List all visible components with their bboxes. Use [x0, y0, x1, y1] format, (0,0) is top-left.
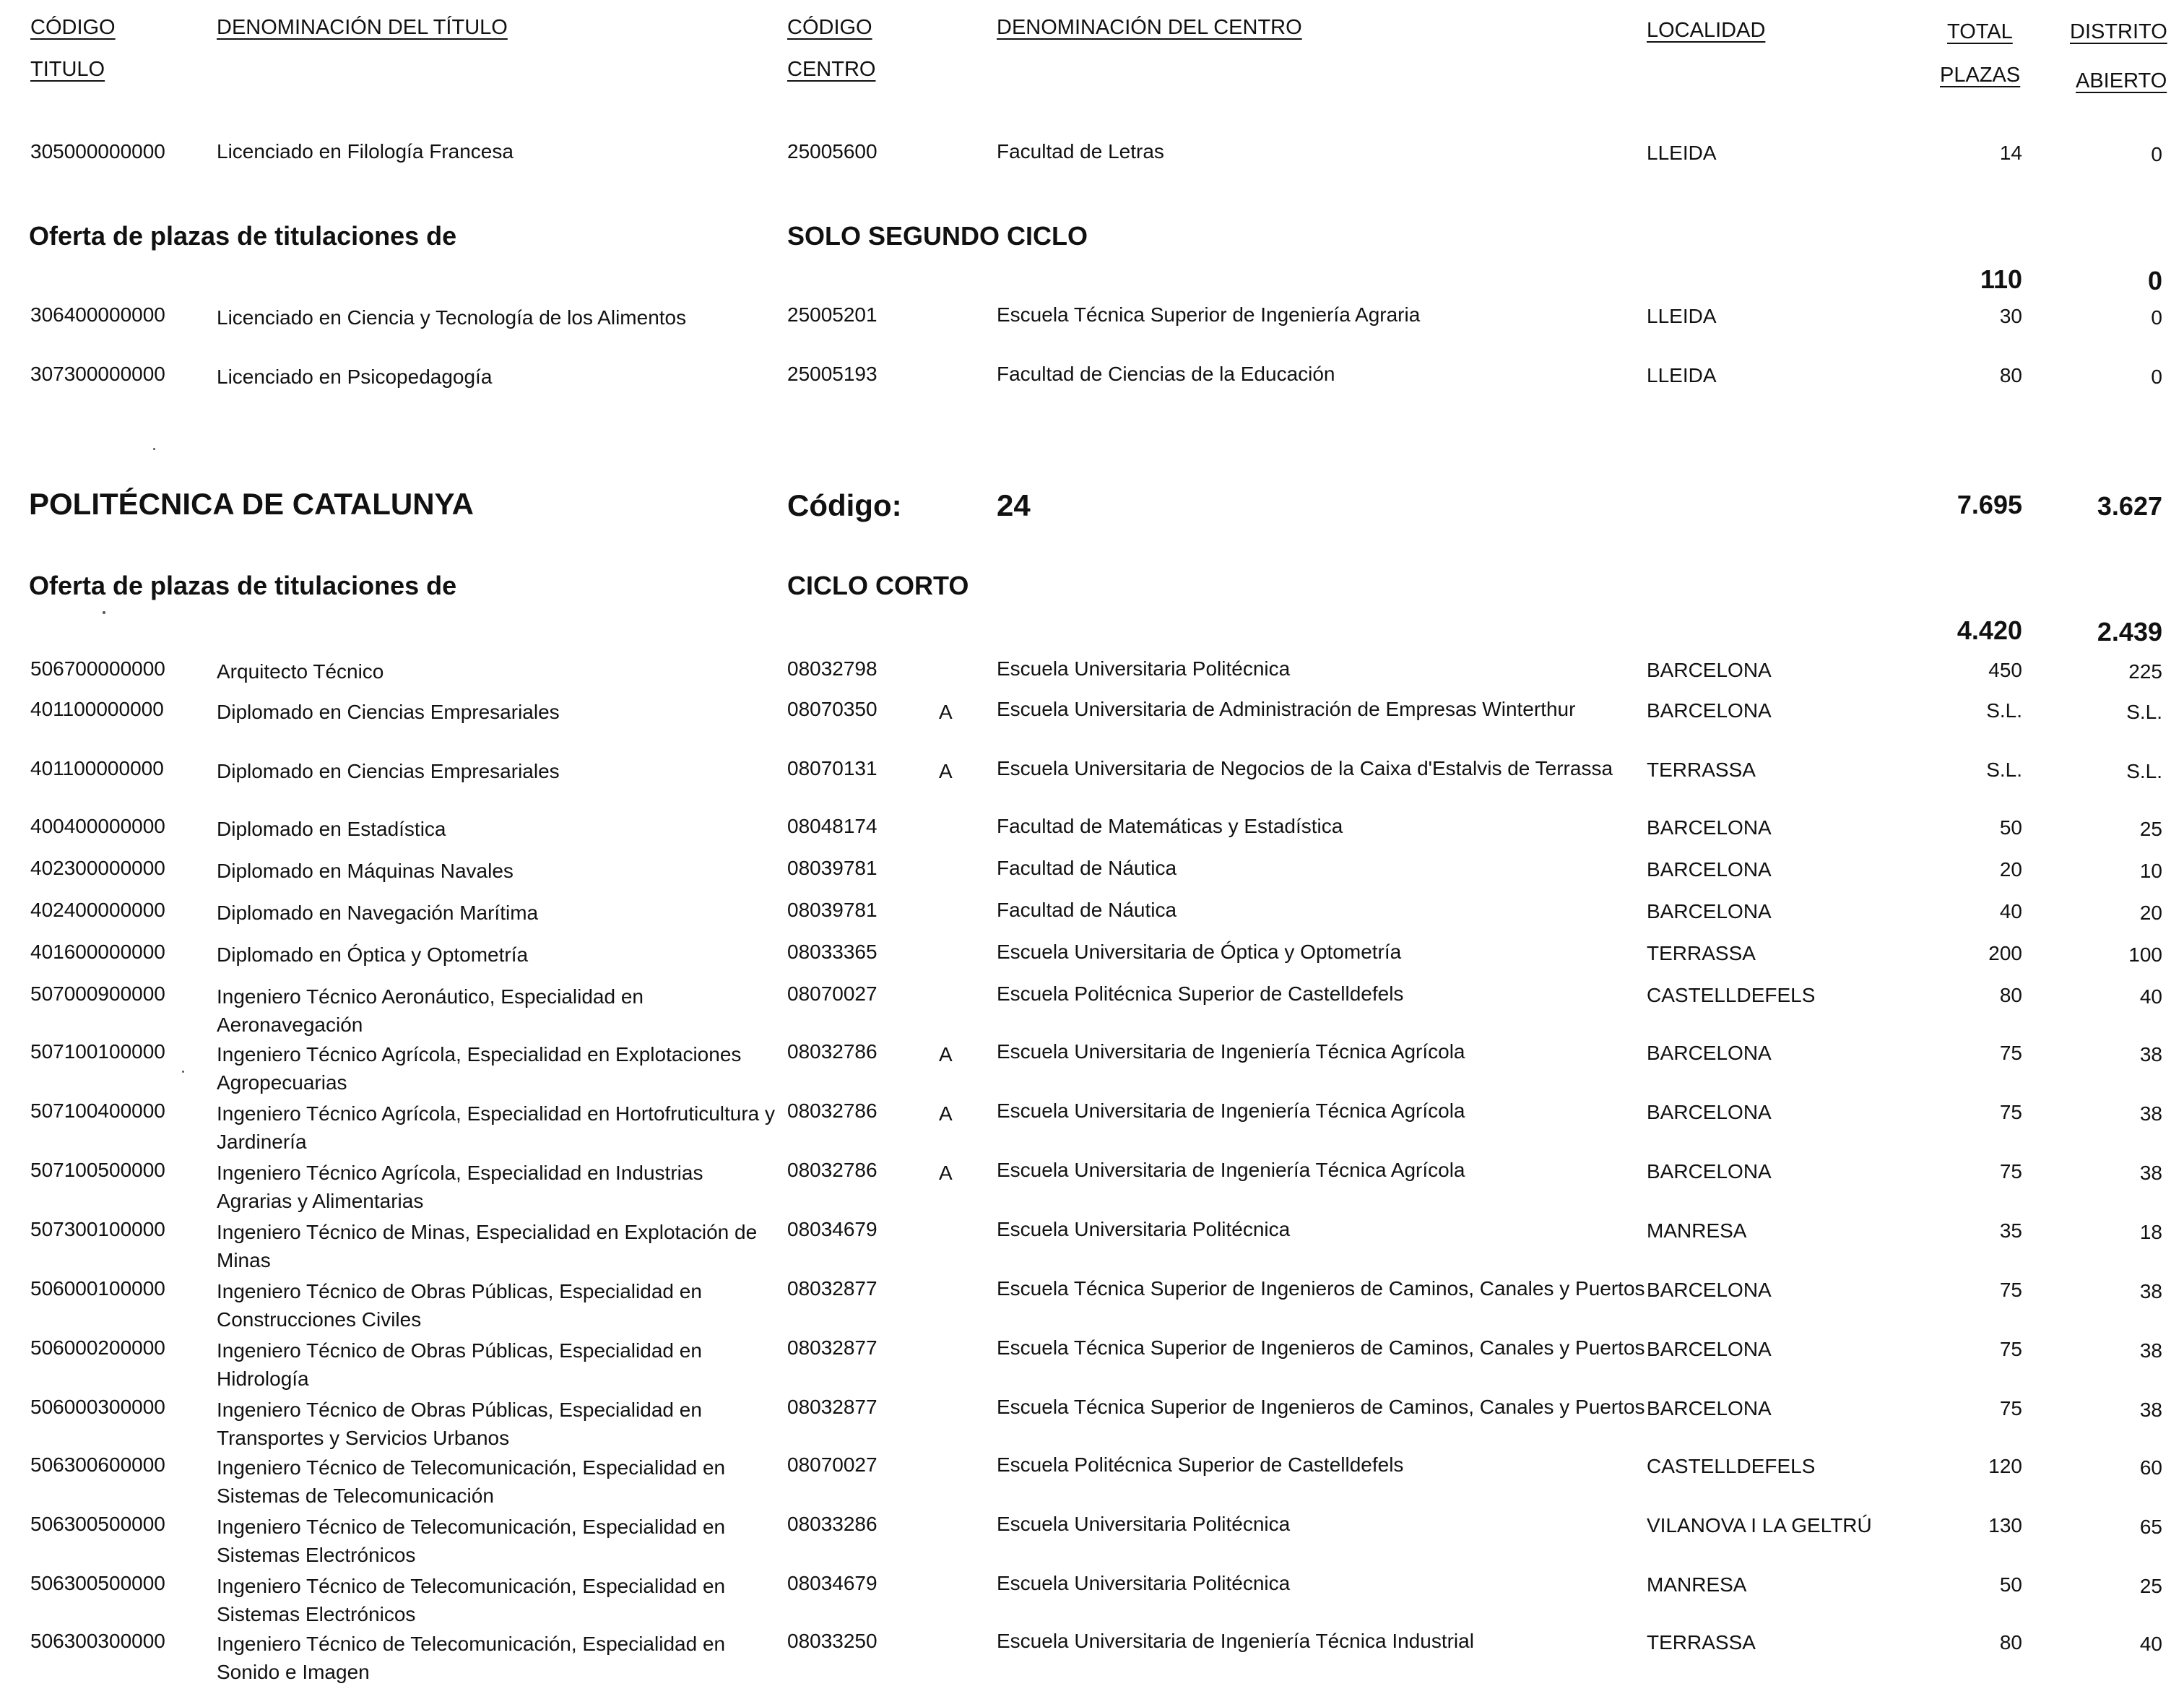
row-codigo: 402400000000: [30, 899, 165, 921]
header-codigo-titulo-2: TITULO: [30, 58, 105, 81]
header-denominacion-centro: DENOMINACIÓN DEL CENTRO: [997, 16, 1302, 39]
row-localidad: LLEIDA: [1647, 142, 1717, 164]
row-codigo: 307300000000: [30, 363, 165, 385]
row-centro-code: 08032877: [787, 1336, 878, 1359]
row-plazas: 20: [1999, 858, 2022, 881]
row-centro-code: 08032786: [787, 1040, 878, 1063]
row-codigo: 305000000000: [30, 140, 165, 163]
header-total-1: TOTAL: [1947, 20, 2013, 43]
row-distrito: 38: [2139, 1280, 2162, 1302]
row-codigo: 507100100000: [30, 1040, 165, 1063]
row-centro-code: 08034679: [787, 1572, 878, 1594]
row-titulo: Licenciado en Filología Francesa: [217, 140, 514, 163]
university-total: 7.695: [1956, 490, 2022, 519]
scan-speck: [182, 1071, 184, 1073]
row-codigo: 506700000000: [30, 657, 165, 680]
row-codigo: 506000200000: [30, 1336, 165, 1359]
row-localidad: BARCELONA: [1647, 858, 1772, 881]
row-distrito: 10: [2139, 860, 2162, 882]
row-localidad: CASTELLDEFELS: [1647, 984, 1816, 1006]
row-titulo: Licenciado en Ciencia y Tecnología de los Alimentos: [217, 306, 687, 329]
row-localidad: BARCELONA: [1647, 1101, 1772, 1123]
row-titulo: Diplomado en Óptica y Optometría: [217, 943, 529, 966]
section2-total: 4.420: [1956, 615, 2022, 645]
row-titulo: Ingeniero Técnico de Obras Públicas, Especialidad en Hidrología: [217, 1339, 702, 1390]
row-distrito: S.L.: [2126, 701, 2162, 723]
row-centro: Escuela Técnica Superior de Ingenieros de Caminos, Canales y Puertos: [997, 1277, 1645, 1300]
row-titulo: Ingeniero Técnico Aeronáutico, Especialidad en Aeronavegación: [217, 985, 644, 1036]
row-centro: Escuela Universitaria de Ingeniería Técnica Industrial: [997, 1630, 1474, 1652]
row-codigo: 506300300000: [30, 1630, 165, 1652]
row-centro: Escuela Universitaria Politécnica: [997, 1218, 1291, 1240]
row-plazas: 75: [1999, 1160, 2022, 1183]
row-centro: Escuela Universitaria Politécnica: [997, 1572, 1291, 1594]
row-distrito: 0: [2151, 366, 2162, 388]
row-codigo: 507100500000: [30, 1159, 165, 1181]
row-centro: Escuela Universitaria de Óptica y Optometría: [997, 941, 1402, 963]
row-plazas: 40: [1999, 900, 2022, 922]
row-centro-code: 25005193: [787, 363, 878, 385]
university-code-label: Código:: [787, 488, 902, 522]
row-localidad: MANRESA: [1647, 1219, 1747, 1242]
row-titulo: Ingeniero Técnico de Telecomunicación, Especialidad en Sonido e Imagen: [217, 1633, 726, 1683]
row-plazas: 75: [1999, 1101, 2022, 1123]
row-localidad: CASTELLDEFELS: [1647, 1455, 1816, 1477]
row-titulo: Ingeniero Técnico Agrícola, Especialidad en Explotaciones Agropecuarias: [217, 1043, 742, 1094]
section2-label: Oferta de plazas de titulaciones de: [29, 571, 457, 600]
university-name: POLITÉCNICA DE CATALUNYA: [29, 487, 474, 521]
row-distrito: 0: [2151, 143, 2162, 165]
row-titulo: Ingeniero Técnico de Obras Públicas, Especialidad en Construcciones Civiles: [217, 1280, 702, 1331]
row-localidad: BARCELONA: [1647, 1397, 1772, 1419]
row-centro-code: 08039781: [787, 899, 878, 921]
row-distrito: 225: [2128, 660, 2162, 683]
header-distrito-1: DISTRITO: [2070, 20, 2167, 43]
row-distrito: S.L.: [2126, 760, 2162, 782]
row-centro-code: 08070350: [787, 698, 878, 720]
row-centro: Facultad de Ciencias de la Educación: [997, 363, 1335, 385]
row-distrito: 18: [2139, 1221, 2162, 1243]
row-codigo: 401100000000: [30, 698, 164, 720]
row-titulo: Ingeniero Técnico Agrícola, Especialidad en Industrias Agrarias y Alimentarias: [217, 1162, 703, 1212]
header-total-2: PLAZAS: [1940, 64, 2021, 87]
row-plazas: 75: [1999, 1338, 2022, 1360]
row-localidad: BARCELONA: [1647, 816, 1772, 839]
row-centro-code: 08070027: [787, 1453, 878, 1476]
row-localidad: BARCELONA: [1647, 699, 1772, 722]
row-codigo: 306400000000: [30, 303, 165, 326]
row-centro: Facultad de Náutica: [997, 857, 1177, 879]
row-plazas: 120: [1988, 1455, 2022, 1477]
row-localidad: TERRASSA: [1647, 942, 1756, 964]
row-titulo: Ingeniero Técnico de Telecomunicación, Especialidad en Sistemas Electrónicos: [217, 1516, 726, 1566]
row-localidad: TERRASSA: [1647, 759, 1756, 781]
row-plazas: 200: [1988, 942, 2022, 964]
row-titulo: Diplomado en Navegación Marítima: [217, 902, 539, 924]
row-localidad: TERRASSA: [1647, 1631, 1756, 1654]
row-localidad: VILANOVA I LA GELTRÚ: [1647, 1514, 1872, 1537]
university-code: 24: [997, 488, 1031, 522]
row-flag: A: [939, 1102, 953, 1125]
row-plazas: 50: [1999, 1573, 2022, 1596]
row-titulo: Licenciado en Psicopedagogía: [217, 366, 493, 388]
row-plazas: 75: [1999, 1042, 2022, 1064]
header-codigo-centro-1: CÓDIGO: [787, 16, 872, 39]
row-plazas: 35: [1999, 1219, 2022, 1242]
row-codigo: 507300100000: [30, 1218, 165, 1240]
row-centro: Escuela Universitaria de Administración de Empresas Winterthur: [997, 698, 1576, 720]
row-centro-code: 25005201: [787, 303, 878, 326]
row-centro-code: 08033250: [787, 1630, 878, 1652]
row-distrito: 40: [2139, 985, 2162, 1008]
row-centro-code: 08032786: [787, 1159, 878, 1181]
row-centro: Facultad de Náutica: [997, 899, 1177, 921]
scan-speck: [103, 611, 105, 614]
section2-distrito: 2.439: [2097, 617, 2162, 647]
row-plazas: 50: [1999, 816, 2022, 839]
row-centro-code: 08048174: [787, 815, 878, 837]
row-codigo: 507000900000: [30, 982, 165, 1005]
section1-total: 110: [1980, 264, 2022, 294]
row-distrito: 25: [2139, 1575, 2162, 1597]
row-codigo: 506300500000: [30, 1572, 165, 1594]
row-plazas: 30: [1999, 305, 2022, 327]
row-centro-code: 08039781: [787, 857, 878, 879]
row-centro-code: 08034679: [787, 1218, 878, 1240]
row-localidad: BARCELONA: [1647, 1160, 1772, 1183]
row-distrito: 40: [2139, 1633, 2162, 1655]
row-distrito: 38: [2139, 1043, 2162, 1066]
row-centro-code: 08032798: [787, 657, 878, 680]
row-flag: A: [939, 1043, 953, 1066]
row-titulo: Diplomado en Ciencias Empresariales: [217, 701, 560, 723]
row-plazas: 75: [1999, 1279, 2022, 1301]
row-centro: Escuela Universitaria de Ingeniería Técnica Agrícola: [997, 1159, 1465, 1181]
header-codigo-centro-2: CENTRO: [787, 58, 876, 81]
row-plazas: S.L.: [1986, 699, 2022, 722]
row-centro-code: 08032877: [787, 1396, 878, 1418]
row-distrito: 25: [2139, 818, 2162, 840]
row-centro: Escuela Politécnica Superior de Castelldefels: [997, 1453, 1404, 1476]
row-plazas: 80: [1999, 364, 2022, 386]
row-centro: Escuela Técnica Superior de Ingenieros de Caminos, Canales y Puertos: [997, 1396, 1645, 1418]
row-codigo: 401100000000: [30, 757, 164, 779]
row-titulo: Ingeniero Técnico Agrícola, Especialidad en Hortofruticultura y Jardinería: [217, 1102, 776, 1153]
university-distrito: 3.627: [2097, 491, 2162, 521]
section1-type: SOLO SEGUNDO CICLO: [787, 221, 1088, 251]
header-denominacion-titulo: DENOMINACIÓN DEL TÍTULO: [217, 16, 508, 39]
section1-distrito: 0: [2147, 266, 2162, 295]
row-centro: Escuela Universitaria de Negocios de la Caixa d'Estalvis de Terrassa: [997, 757, 1613, 779]
row-distrito: 20: [2139, 902, 2162, 924]
row-localidad: LLEIDA: [1647, 364, 1717, 386]
row-centro: Escuela Universitaria de Ingeniería Técnica Agrícola: [997, 1040, 1465, 1063]
row-centro-code: 08033365: [787, 941, 878, 963]
row-titulo: Diplomado en Estadística: [217, 818, 446, 840]
row-distrito: 38: [2139, 1162, 2162, 1184]
row-flag: A: [939, 760, 953, 782]
row-flag: A: [939, 701, 953, 723]
row-localidad: MANRESA: [1647, 1573, 1747, 1596]
row-localidad: LLEIDA: [1647, 305, 1717, 327]
row-centro: Facultad de Matemáticas y Estadística: [997, 815, 1343, 837]
row-centro: Escuela Técnica Superior de Ingenieros de Caminos, Canales y Puertos: [997, 1336, 1645, 1359]
row-titulo: Diplomado en Máquinas Navales: [217, 860, 514, 882]
row-localidad: BARCELONA: [1647, 659, 1772, 681]
row-centro-code: 25005600: [787, 140, 878, 163]
row-plazas: 80: [1999, 1631, 2022, 1654]
row-plazas: 75: [1999, 1397, 2022, 1419]
row-codigo: 506300500000: [30, 1513, 165, 1535]
row-codigo: 506000300000: [30, 1396, 165, 1418]
row-codigo: 506000100000: [30, 1277, 165, 1300]
row-plazas: 14: [1999, 142, 2022, 164]
row-plazas: 80: [1999, 984, 2022, 1006]
row-codigo: 506300600000: [30, 1453, 165, 1476]
header-codigo-titulo-1: CÓDIGO: [30, 16, 116, 39]
row-flag: A: [939, 1162, 953, 1184]
row-titulo: Ingeniero Técnico de Obras Públicas, Especialidad en Transportes y Servicios Urbanos: [217, 1399, 702, 1449]
row-centro-code: 08070131: [787, 757, 878, 779]
row-titulo: Ingeniero Técnico de Minas, Especialidad en Explotación de Minas: [217, 1221, 758, 1271]
row-centro: Escuela Universitaria de Ingeniería Técnica Agrícola: [997, 1099, 1465, 1122]
row-centro-code: 08032877: [787, 1277, 878, 1300]
row-codigo: 401600000000: [30, 941, 165, 963]
row-codigo: 400400000000: [30, 815, 165, 837]
section2-type: CICLO CORTO: [787, 571, 969, 600]
row-titulo: Ingeniero Técnico de Telecomunicación, Especialidad en Sistemas de Telecomunicación: [217, 1456, 726, 1507]
row-centro-code: 08070027: [787, 982, 878, 1005]
row-distrito: 38: [2139, 1339, 2162, 1362]
row-centro: Facultad de Letras: [997, 140, 1164, 163]
row-centro: Escuela Técnica Superior de Ingeniería Agraria: [997, 303, 1421, 326]
header-distrito-2: ABIERTO: [2076, 69, 2167, 92]
scan-speck: [153, 448, 155, 450]
row-plazas: 450: [1988, 659, 2022, 681]
row-plazas: 130: [1988, 1514, 2022, 1537]
row-titulo: Ingeniero Técnico de Telecomunicación, Especialidad en Sistemas Electrónicos: [217, 1575, 726, 1625]
row-localidad: BARCELONA: [1647, 900, 1772, 922]
row-titulo: Arquitecto Técnico: [217, 660, 384, 683]
row-distrito: 38: [2139, 1399, 2162, 1421]
row-titulo: Diplomado en Ciencias Empresariales: [217, 760, 560, 782]
row-distrito: 65: [2139, 1516, 2162, 1538]
row-centro: Escuela Politécnica Superior de Castelldefels: [997, 982, 1404, 1005]
row-distrito: 100: [2128, 943, 2162, 966]
row-centro-code: 08032786: [787, 1099, 878, 1122]
row-plazas: S.L.: [1986, 759, 2022, 781]
row-localidad: BARCELONA: [1647, 1042, 1772, 1064]
row-distrito: 38: [2139, 1102, 2162, 1125]
row-distrito: 0: [2151, 306, 2162, 329]
row-centro: Escuela Universitaria Politécnica: [997, 1513, 1291, 1535]
row-distrito: 60: [2139, 1456, 2162, 1479]
row-codigo: 402300000000: [30, 857, 165, 879]
section1-label: Oferta de plazas de titulaciones de: [29, 221, 457, 251]
row-localidad: BARCELONA: [1647, 1279, 1772, 1301]
row-centro: Escuela Universitaria Politécnica: [997, 657, 1291, 680]
row-codigo: 507100400000: [30, 1099, 165, 1122]
row-localidad: BARCELONA: [1647, 1338, 1772, 1360]
header-localidad: LOCALIDAD: [1647, 19, 1766, 42]
row-centro-code: 08033286: [787, 1513, 878, 1535]
